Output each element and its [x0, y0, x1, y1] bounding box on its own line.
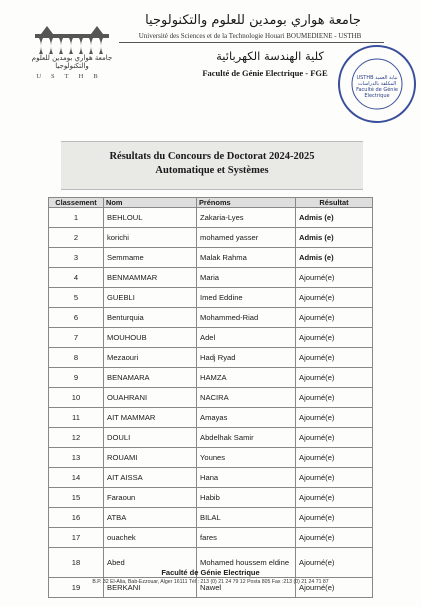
- result-cell: Ajourné(e): [296, 428, 373, 448]
- table-row: [49, 328, 373, 348]
- firstname-cell: BILAL: [197, 508, 296, 528]
- table-row: [49, 388, 373, 408]
- name-cell: Benturquia: [104, 308, 197, 328]
- table-header-row: [49, 198, 373, 208]
- result-cell: Ajourné(e): [296, 388, 373, 408]
- rank-cell: 12: [49, 428, 104, 448]
- footer-faculty: Faculté de Génie Electrique: [161, 568, 260, 577]
- rank-cell: 5: [49, 288, 104, 308]
- firstname-cell: Hana: [197, 468, 296, 488]
- rank-cell: 17: [49, 528, 104, 548]
- result-cell: Ajourné(e): [296, 548, 373, 578]
- name-cell: ouachek: [104, 528, 197, 548]
- rank-cell: 15: [49, 488, 104, 508]
- stamp-lettering: USTHB نيابة العميد المكلفة بالدراسات Faculté de Génie Electrique: [356, 75, 398, 99]
- result-cell: Ajourné(e): [296, 578, 373, 598]
- rank-cell: 11: [49, 408, 104, 428]
- result-cell: Admis (e): [296, 228, 373, 248]
- faculty-name-french: Faculté de Génie Electrique - FGE: [202, 68, 328, 78]
- name-cell: Abed: [104, 548, 197, 578]
- table-row: [49, 528, 373, 548]
- name-cell: ROUAMI: [104, 448, 197, 468]
- result-cell: Ajourné(e): [296, 468, 373, 488]
- name-cell: Semmame: [104, 248, 197, 268]
- firstname-cell: Nawel: [197, 578, 296, 598]
- rank-cell: 6: [49, 308, 104, 328]
- firstname-cell: Malak Rahma: [197, 248, 296, 268]
- name-cell: BEHLOUL: [104, 208, 197, 228]
- table-row: [49, 348, 373, 368]
- rank-cell: 16: [49, 508, 104, 528]
- result-cell: Ajourné(e): [296, 308, 373, 328]
- name-cell: BENMAMMAR: [104, 268, 197, 288]
- firstname-cell: Younes: [197, 448, 296, 468]
- results-table: [48, 197, 373, 598]
- result-cell: Ajourné(e): [296, 448, 373, 468]
- rank-cell: 7: [49, 328, 104, 348]
- result-cell: Ajourné(e): [296, 268, 373, 288]
- result-cell: Ajourné(e): [296, 488, 373, 508]
- rank-cell: 2: [49, 228, 104, 248]
- name-cell: AIT AISSA: [104, 468, 197, 488]
- result-cell: Ajourné(e): [296, 508, 373, 528]
- rank-cell: 18: [49, 548, 104, 578]
- result-cell: Ajourné(e): [296, 288, 373, 308]
- table-row: [49, 368, 373, 388]
- column-header-result: Résultat: [296, 198, 373, 208]
- logo-arabic-text: جامعة هواري بومدين للعلوم والتكنولوجيا: [31, 54, 113, 70]
- table-row: [49, 208, 373, 228]
- faculty-name-arabic: كلية الهندسة الكهربائية: [216, 49, 324, 63]
- table-row: [49, 468, 373, 488]
- result-cell: Ajourné(e): [296, 368, 373, 388]
- name-cell: Faraoun: [104, 488, 197, 508]
- firstname-cell: Hadj Ryad: [197, 348, 296, 368]
- table-row: [49, 428, 373, 448]
- firstname-cell: fares: [197, 528, 296, 548]
- firstname-cell: Maria: [197, 268, 296, 288]
- university-name-arabic: جامعة هواري بومدين للعلوم والتكنولوجيا: [145, 13, 361, 28]
- rank-cell: 14: [49, 468, 104, 488]
- rank-cell: 3: [49, 248, 104, 268]
- rank-cell: 19: [49, 578, 104, 598]
- firstname-cell: mohamed yasser: [197, 228, 296, 248]
- table-row: [49, 448, 373, 468]
- column-header-firstname: Prénoms: [197, 198, 296, 208]
- name-cell: GUEBLI: [104, 288, 197, 308]
- result-cell: Ajourné(e): [296, 408, 373, 428]
- name-cell: BENAMARA: [104, 368, 197, 388]
- firstname-cell: Adel: [197, 328, 296, 348]
- page-subtitle: Automatique et Systèmes: [155, 165, 269, 176]
- name-cell: DOULI: [104, 428, 197, 448]
- firstname-cell: Imed Eddine: [197, 288, 296, 308]
- table-row: [49, 308, 373, 328]
- name-cell: MOUHOUB: [104, 328, 197, 348]
- rank-cell: 9: [49, 368, 104, 388]
- rank-cell: 13: [49, 448, 104, 468]
- name-cell: OUAHRANI: [104, 388, 197, 408]
- name-cell: ATBA: [104, 508, 197, 528]
- firstname-cell: Zakaria-Lyes: [197, 208, 296, 228]
- column-header-name: Nom: [104, 198, 197, 208]
- table-row: [49, 408, 373, 428]
- result-cell: Ajourné(e): [296, 528, 373, 548]
- table-row: [49, 508, 373, 528]
- result-cell: Ajourné(e): [296, 348, 373, 368]
- firstname-cell: Habib: [197, 488, 296, 508]
- rank-cell: 1: [49, 208, 104, 228]
- page-title: Résultats du Concours de Doctorat 2024-2025: [109, 151, 315, 162]
- rank-cell: 8: [49, 348, 104, 368]
- table-row: [49, 488, 373, 508]
- column-header-rank: Classement: [49, 198, 104, 208]
- firstname-cell: Abdelhak Samir: [197, 428, 296, 448]
- name-cell: korichi: [104, 228, 197, 248]
- result-cell: Ajourné(e): [296, 328, 373, 348]
- name-cell: Mezaouri: [104, 348, 197, 368]
- university-name-french: Université des Sciences et de la Technologie Houari BOUMEDIENE - USTHB: [138, 32, 362, 40]
- table-row: [49, 288, 373, 308]
- rank-cell: 4: [49, 268, 104, 288]
- name-cell: BERKANI: [104, 578, 197, 598]
- firstname-cell: NACIRA: [197, 388, 296, 408]
- table-row: [49, 248, 373, 268]
- footer-address: B.P. 32 El-Alia, Bab-Ezzouar, Alger 16111 Tél : 213 (0) 21 24 79 12 Posta 805 Fax :213 (0) 21 24 71 87: [92, 579, 329, 585]
- firstname-cell: Mohammed-Riad: [197, 308, 296, 328]
- table-row: [49, 268, 373, 288]
- firstname-cell: HAMZA: [197, 368, 296, 388]
- logo-latin-text: USTHB: [36, 73, 108, 80]
- table-row: [49, 228, 373, 248]
- rank-cell: 10: [49, 388, 104, 408]
- result-cell: Admis (e): [296, 248, 373, 268]
- result-cell: Admis (e): [296, 208, 373, 228]
- firstname-cell: Mohamed houssem eldine: [197, 548, 296, 578]
- name-cell: AIT MAMMAR: [104, 408, 197, 428]
- firstname-cell: Amayas: [197, 408, 296, 428]
